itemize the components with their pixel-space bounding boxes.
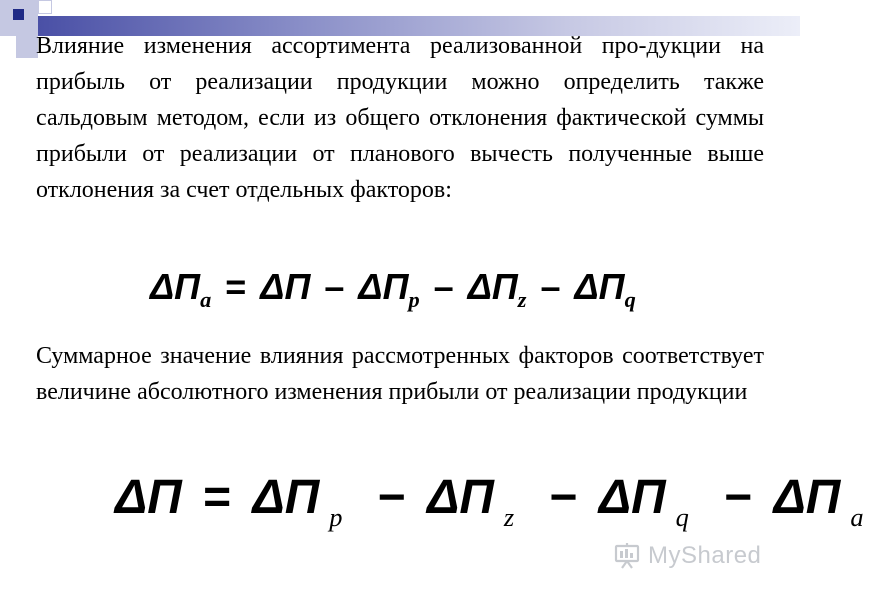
formula-1-term-1: ΔП (260, 266, 311, 307)
formula-1-lhs: ΔП (150, 266, 201, 307)
formula-1-term-4: ΔП (574, 266, 625, 307)
formula-2-minus-1: − (377, 471, 406, 524)
formula-1-term-3: ΔП (467, 266, 518, 307)
formula-1-minus-2: – (433, 266, 454, 307)
decor-square-outline (38, 0, 52, 14)
formula-total-profit-change (115, 466, 878, 536)
formula-2-term-1: ΔП (252, 471, 320, 524)
formula-2-term-3: ΔП (598, 471, 666, 524)
formula-assortment-influence (150, 262, 636, 317)
decor-square-navy (13, 9, 24, 20)
formula-2-term-4-subscript: a (850, 502, 864, 533)
formula-2-term-3-subscript: q (675, 502, 689, 533)
formula-1-term-3-subscript: z (517, 286, 527, 312)
formula-1-minus-3: – (540, 266, 561, 307)
myshared-watermark (612, 536, 761, 576)
formula-2-minus-3: − (724, 471, 753, 524)
formula-1-term-4-subscript: q (624, 286, 636, 312)
formula-1-term-2-subscript: p (408, 286, 420, 312)
presentation-board-icon (612, 541, 642, 571)
formula-1-minus-1: – (324, 266, 345, 307)
formula-1-lhs-subscript: a (200, 286, 212, 312)
formula-2-term-4: ΔП (773, 471, 841, 524)
paragraph-saldo-method: Влияние изменения ассортимента реализованной про-дукции на прибыль от реализации продукции можно определить также сальдовым методом, если из общего отклонения фактической суммы прибыли от реализации от планового вычесть полученные выше отклонения за счет отдельных факторов: (36, 33, 764, 203)
formula-2-lhs: ΔП (115, 471, 182, 524)
formula-2-term-1-subscript: p (329, 502, 343, 533)
paragraph-total-influence: Суммарное значение влияния рассмотренных факторов соответствует величине абсолютного изменения прибыли от реализации продукции (36, 343, 764, 405)
formula-1-term-2: ΔП (358, 266, 409, 307)
decor-square-small (16, 36, 38, 58)
formula-2-minus-2: − (549, 471, 578, 524)
formula-1-equals: = (225, 266, 247, 307)
formula-2-term-2: ΔП (427, 471, 494, 524)
formula-2-term-2-subscript: z (503, 502, 515, 533)
formula-2-equals: = (203, 471, 232, 524)
watermark-text: MyShared (648, 542, 762, 569)
